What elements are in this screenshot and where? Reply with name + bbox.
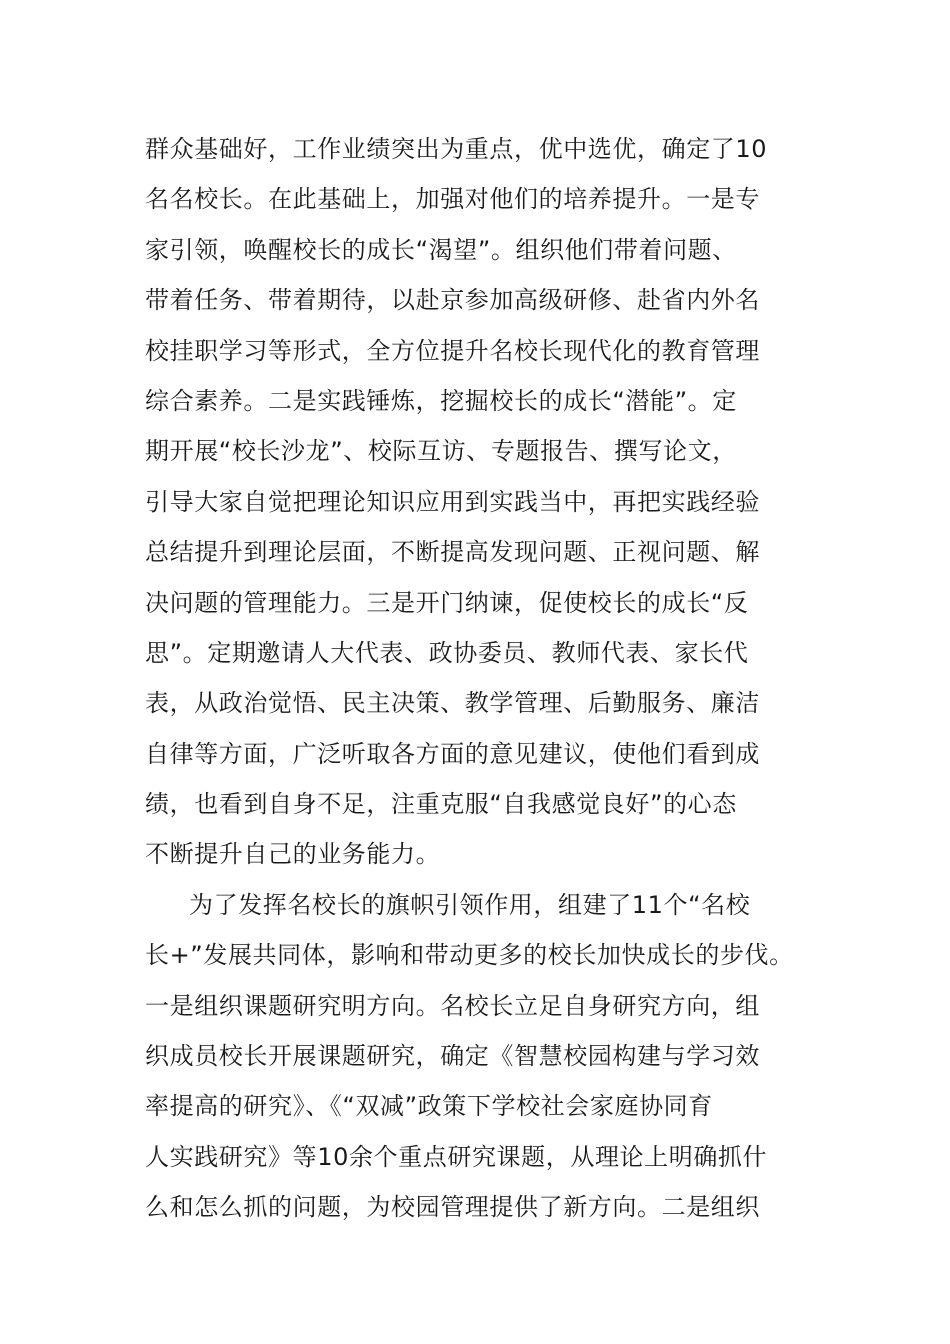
text-line: 名名校长。在此基础上，加强对他们的培养提升。一是专 (145, 185, 760, 214)
text-line: 一是组织课题研究明方向。名校长立足自身研究方向，组 (145, 991, 760, 1020)
text-line: 织成员校长开展课题研究，确定《智慧校园构建与学习效 (145, 1042, 760, 1071)
paragraph-start-line: 为了发挥名校长的旗帜引领作用，组建了11个“名校 (189, 890, 751, 919)
text-line: 综合素养。二是实践锤炼，挖掘校长的成长“潜能”。定 (145, 386, 737, 415)
text-line: 么和怎么抓的问题，为校园管理提供了新方向。二是组织 (145, 1193, 760, 1222)
text-line: 人实践研究》等10余个重点研究课题，从理论上明确抓什 (145, 1142, 768, 1171)
text-line: 总结提升到理论层面，不断提高发现问题、正视问题、解 (145, 538, 760, 567)
text-line: 群众基础好，工作业绩突出为重点，优中选优，确定了10 (145, 135, 768, 163)
text-line: 校挂职学习等形式，全方位提升名校长现代化的教育管理 (145, 336, 760, 365)
text-line: 不断提升自己的业务能力。 (145, 840, 441, 869)
text-line: 家引领，唤醒校长的成长“渴望”。组织他们带着问题、 (145, 235, 737, 264)
text-line: 思”。定期邀请人大代表、政协委员、教师代表、家长代 (145, 638, 749, 667)
text-line: 率提高的研究》、《“双减”政策下学校社会家庭协同育 (145, 1092, 713, 1121)
text-line: 决问题的管理能力。三是开门纳谏，促使校长的成长“反 (145, 588, 749, 617)
text-line: 引导大家自觉把理论知识应用到实践当中，再把实践经验 (145, 487, 760, 516)
text-line: 表，从政治觉悟、民主决策、教学管理、后勤服务、廉洁 (145, 689, 760, 718)
text-line: 自律等方面，广泛听取各方面的意见建议，使他们看到成 (145, 739, 760, 768)
text-line: 期开展“校长沙龙”、校际互访、专题报告、撰写论文， (145, 437, 737, 466)
text-line: 长+”发展共同体，影响和带动更多的校长加快成长的步伐。 (145, 941, 794, 970)
text-line: 带着任务、带着期待，以赴京参加高级研修、赴省内外名 (145, 286, 760, 315)
body-text (145, 124, 825, 1233)
text-line: 绩，也看到自身不足，注重克服“自我感觉良好”的心态 (145, 790, 737, 819)
